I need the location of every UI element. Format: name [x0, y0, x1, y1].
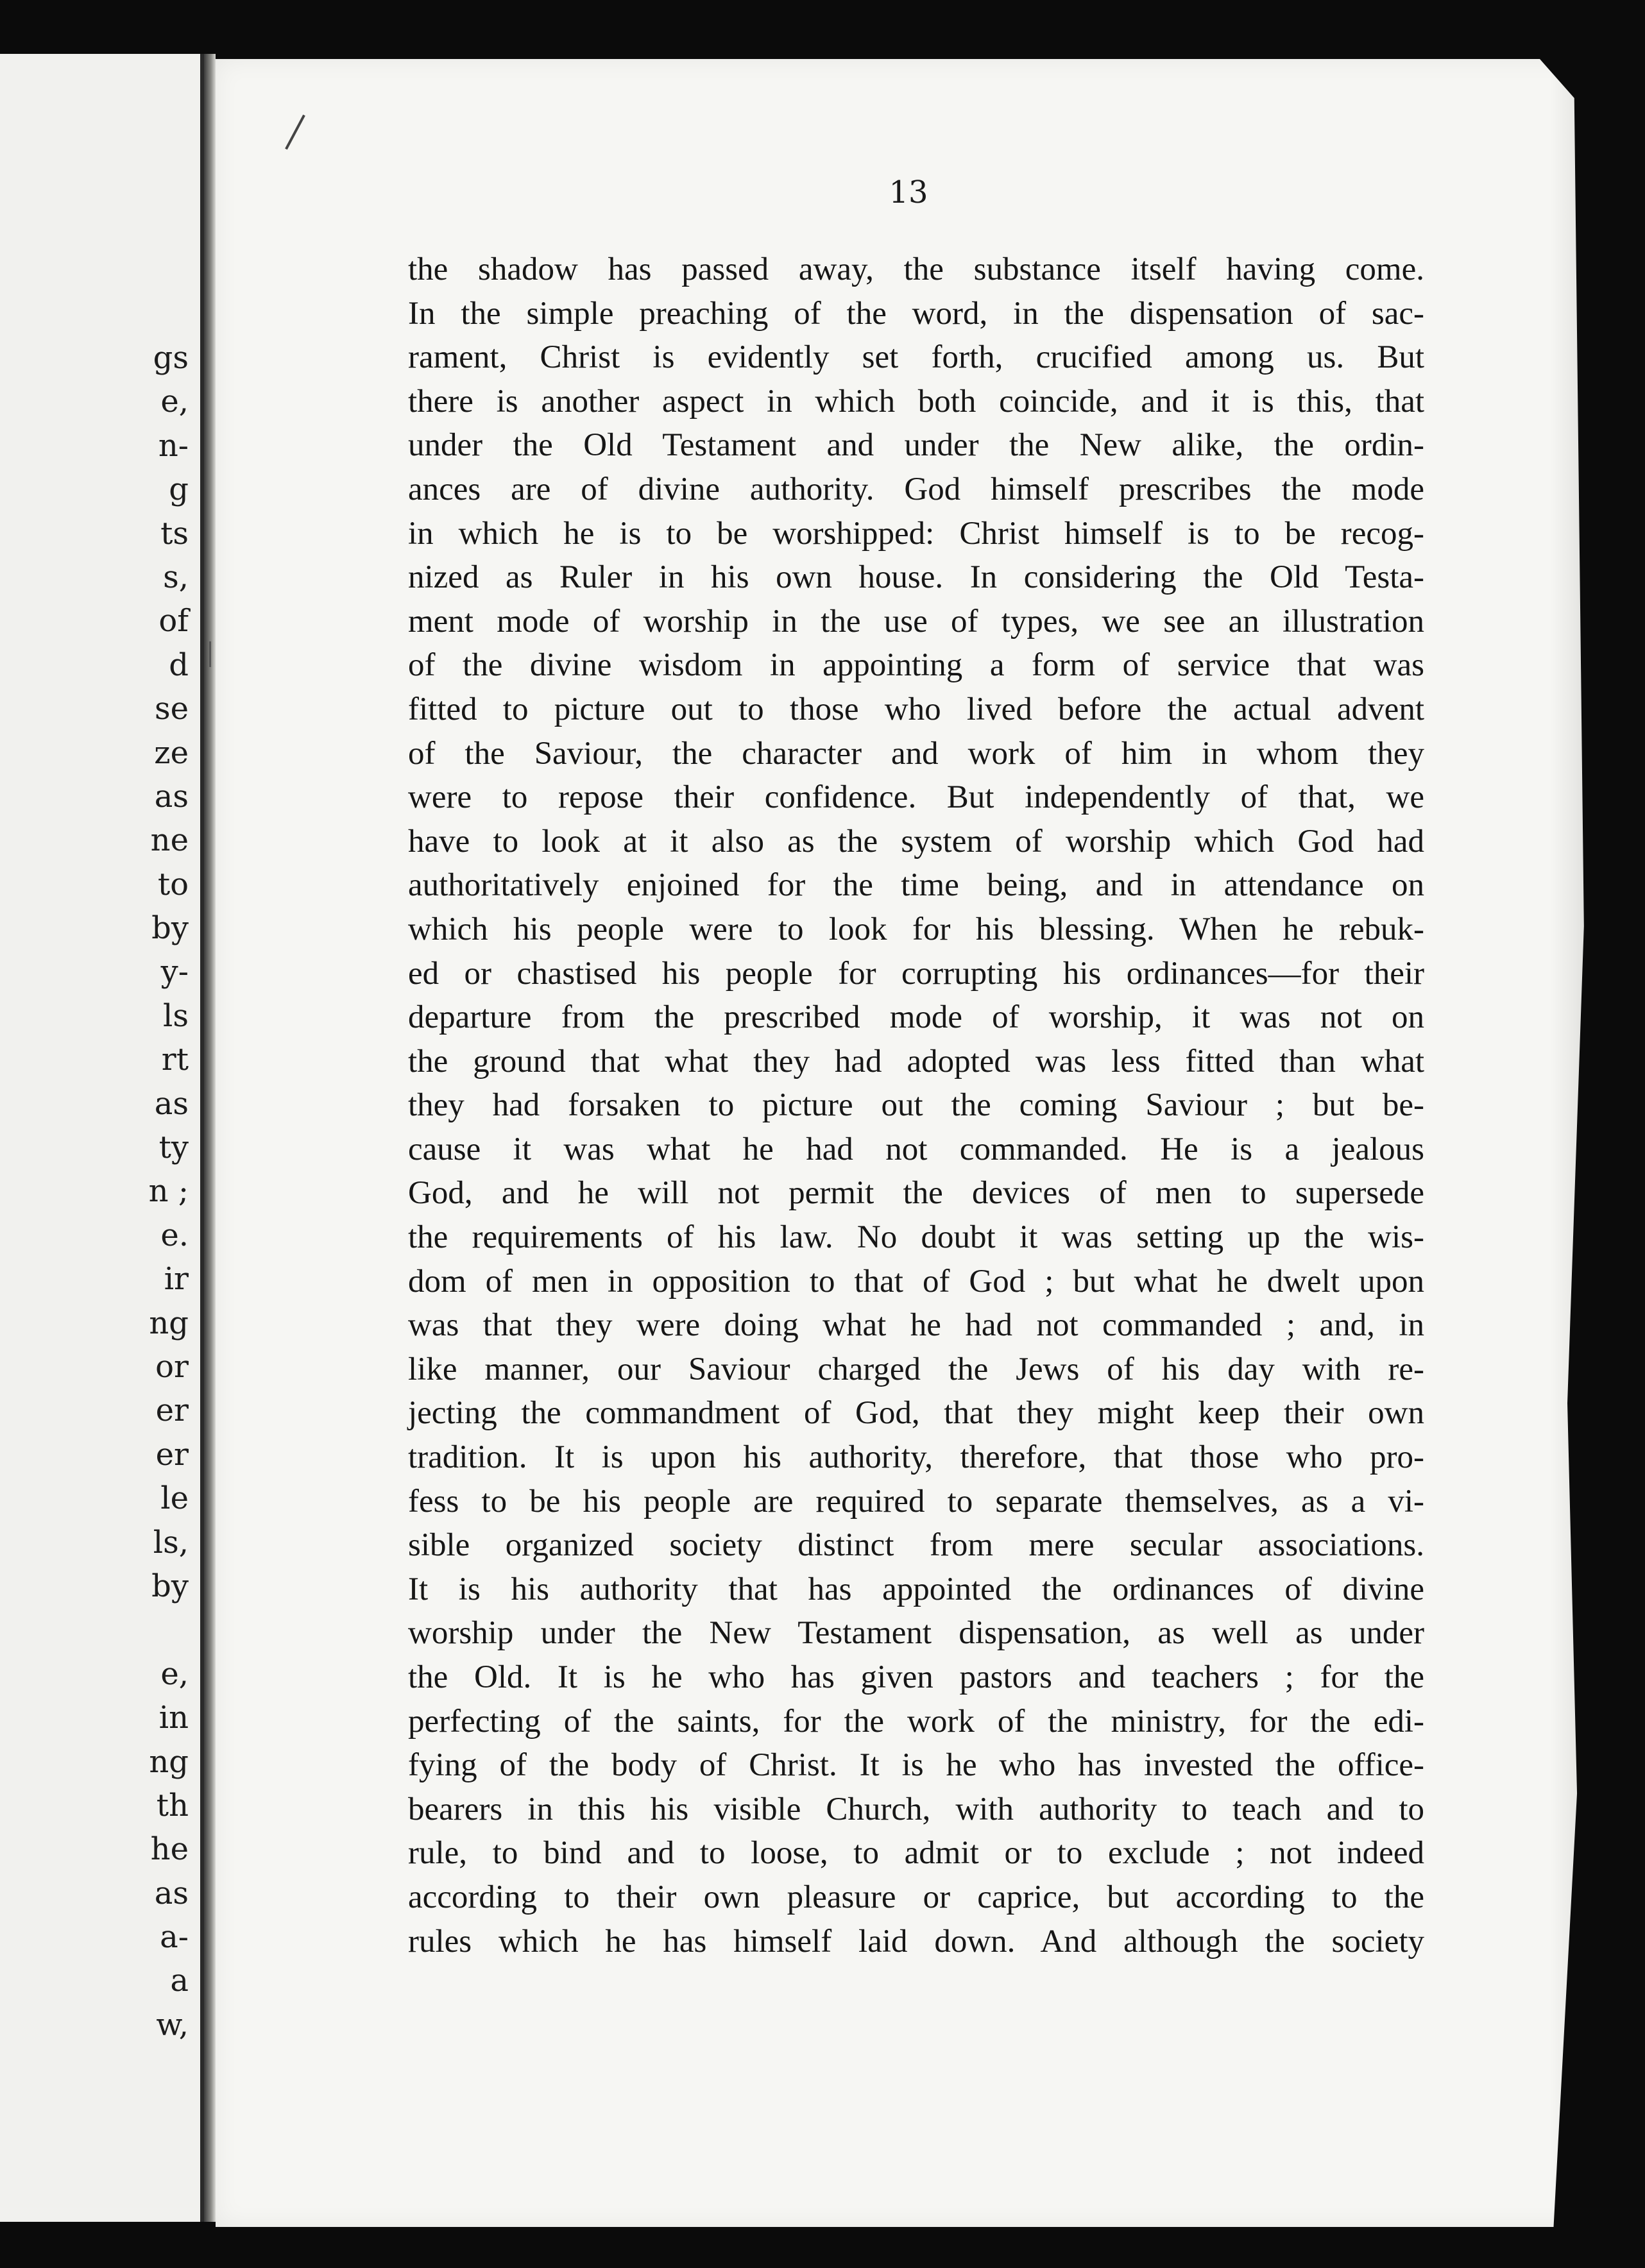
- left-page-fragment: as: [154, 1085, 189, 1122]
- text-line: was that they were doing what he had not commanded ; and, in: [408, 1307, 1424, 1344]
- text-line: cause it was what he had not commanded. He is a jealous: [408, 1131, 1424, 1167]
- text-line: ances are of divine authority. God himself prescribes the mode: [408, 471, 1424, 507]
- page-edge-shadow: [1550, 59, 1595, 2227]
- text-line: rament, Christ is evidently set forth, crucified among us. But: [408, 339, 1424, 376]
- text-line: were to repose their confidence. But independently of that, we: [408, 779, 1424, 816]
- text-line: departure from the prescribed mode of worship, it was not on: [408, 999, 1424, 1036]
- text-line: fess to be his people are required to separate themselves, as a vi-: [408, 1483, 1424, 1519]
- page-number: 13: [889, 174, 928, 210]
- book-gutter: [204, 54, 216, 2222]
- left-page-fragment: ls: [163, 997, 189, 1034]
- left-page-fragment: ng: [149, 1743, 189, 1780]
- left-page-fragment: ts: [160, 515, 189, 552]
- left-page-fragment: s,: [163, 559, 189, 595]
- left-page-fragment: of: [158, 603, 189, 639]
- text-line: the shadow has passed away, the substance itself having come.: [408, 251, 1424, 287]
- left-page-fragment: he: [150, 1831, 189, 1868]
- text-line: there is another aspect in which both coincide, and it is this, that: [408, 383, 1424, 419]
- body-text: [408, 248, 1424, 1963]
- text-line: sible organized society distinct from mere secular associations.: [408, 1527, 1424, 1564]
- left-page-fragment: rt: [161, 1042, 189, 1078]
- left-page-fragment: ze: [154, 734, 189, 771]
- left-page-fragment: w,: [156, 2006, 189, 2043]
- left-page-fragment: e.: [160, 1217, 189, 1253]
- left-page-fragment: er: [155, 1392, 189, 1429]
- left-page-fragment: se: [154, 691, 189, 727]
- left-page-fragment: g: [169, 471, 189, 508]
- left-page-fragment: a: [170, 1963, 189, 1999]
- text-line: they had forsaken to picture out the coming Saviour ; but be-: [408, 1087, 1424, 1124]
- text-line: under the Old Testament and under the New alike, the ordin-: [408, 427, 1424, 464]
- text-line: tradition. It is upon his authority, therefore, that those who pro-: [408, 1439, 1424, 1476]
- text-line: the ground that what they had adopted was less fitted than what: [408, 1043, 1424, 1079]
- text-line: dom of men in opposition to that of God ; but what he dwelt upon: [408, 1263, 1424, 1299]
- left-page: [0, 54, 204, 2222]
- left-page-fragment: ne: [150, 822, 189, 859]
- left-page-fragment: ls,: [153, 1524, 189, 1561]
- left-page-fragment: le: [160, 1480, 189, 1517]
- left-page-fragment: er: [155, 1436, 189, 1473]
- text-line: in which he is to be worshipped: Christ himself is to be recog-: [408, 515, 1424, 552]
- left-page-fragment: to: [157, 866, 189, 902]
- left-page-fragment: by: [151, 1568, 189, 1604]
- text-line: worship under the New Testament dispensation, as well as under: [408, 1615, 1424, 1652]
- text-line: fitted to picture out to those who lived before the actual advent: [408, 691, 1424, 727]
- left-page-fragment: by: [151, 910, 189, 947]
- left-page-fragment: a-: [160, 1919, 189, 1956]
- text-line: God, and he will not permit the devices of men to supersede: [408, 1175, 1424, 1212]
- text-line: according to their own pleasure or caprice, but according to the: [408, 1879, 1424, 1915]
- left-page-fragment: e,: [160, 1655, 189, 1692]
- text-line: the requirements of his law. No doubt it was setting up the wis-: [408, 1219, 1424, 1256]
- text-line: In the simple preaching of the word, in the dispensation of sac-: [408, 295, 1424, 332]
- text-line: ment mode of worship in the use of types, we see an illustration: [408, 603, 1424, 639]
- text-line: nized as Ruler in his own house. In considering the Old Testa-: [408, 559, 1424, 596]
- left-page-fragment: e,: [160, 384, 189, 420]
- left-page-fragment: d: [169, 647, 189, 683]
- left-page-fragment: y-: [160, 954, 189, 990]
- left-page-fragment: as: [154, 778, 189, 815]
- text-line: like manner, our Saviour charged the Jews of his day with re-: [408, 1351, 1424, 1387]
- text-line: of the Saviour, the character and work of him in whom they: [408, 735, 1424, 772]
- left-page-text-fragments: [0, 336, 192, 2047]
- text-line: fying of the body of Christ. It is he who has invested the office-: [408, 1747, 1424, 1784]
- text-line: bearers in this his visible Church, with authority to teach and to: [408, 1791, 1424, 1827]
- text-line: of the divine wisdom in appointing a form of service that was: [408, 647, 1424, 684]
- text-line: have to look at it also as the system of worship which God had: [408, 823, 1424, 859]
- left-page-fragment: in: [158, 1700, 189, 1736]
- text-line: rule, to bind and to loose, to admit or to exclude ; not indeed: [408, 1835, 1424, 1872]
- left-page-fragment: ng: [149, 1305, 189, 1341]
- text-line: rules which he has himself laid down. And although the society: [408, 1923, 1424, 1959]
- text-line: which his people were to look for his blessing. When he rebuk-: [408, 911, 1424, 947]
- text-line: It is his authority that has appointed the ordinances of divine: [408, 1571, 1424, 1607]
- left-page-fragment: as: [154, 1875, 189, 1911]
- text-line: ed or chastised his people for corrupting his ordinances—for their: [408, 955, 1424, 992]
- text-line: authoritatively enjoined for the time being, and in attendance on: [408, 867, 1424, 904]
- left-page-fragment: n-: [158, 427, 189, 464]
- left-page-fragment: th: [156, 1787, 189, 1824]
- left-page-fragment: gs: [153, 340, 189, 376]
- left-page-fragment: [0, 1608, 192, 1652]
- left-page-fragment: or: [155, 1348, 189, 1385]
- text-line: the Old. It is he who has given pastors and teachers ; for the: [408, 1659, 1424, 1695]
- left-page-fragment: n ;: [148, 1173, 189, 1210]
- text-line: perfecting of the saints, for the work of the ministry, for the edi-: [408, 1703, 1424, 1739]
- left-page-fragment: ir: [164, 1261, 189, 1298]
- text-line: jecting the commandment of God, that they might keep their own: [408, 1395, 1424, 1432]
- left-page-fragment: ty: [158, 1130, 189, 1166]
- gutter-mark: [209, 641, 211, 667]
